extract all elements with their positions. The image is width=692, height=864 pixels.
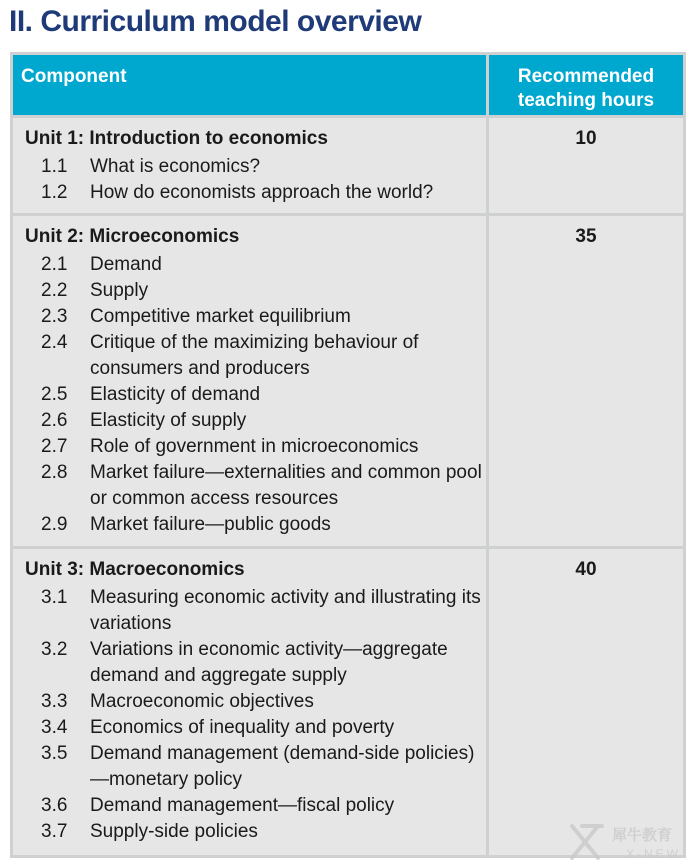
list-item	[13, 585, 486, 637]
item-number: 2.3	[41, 306, 68, 327]
list-item	[13, 637, 486, 689]
item-text: How do economists approach the world?	[90, 182, 434, 203]
item-text: Supply-side policies	[90, 821, 258, 842]
item-text: Measuring economic activity and illustrating its variations	[90, 587, 481, 634]
item-text: Macroeconomic objectives	[90, 691, 314, 712]
list-item	[13, 382, 486, 408]
item-number: 2.5	[41, 384, 68, 405]
list-item	[13, 434, 486, 460]
x-mark-icon	[572, 826, 602, 858]
item-number: 2.6	[41, 410, 68, 431]
item-number: 3.4	[41, 717, 68, 738]
list-item	[13, 715, 486, 741]
watermark-logo	[568, 820, 692, 864]
item-text: Elasticity of demand	[90, 384, 261, 405]
item-text: Competitive market equilibrium	[90, 306, 351, 327]
item-number: 2.7	[41, 436, 68, 457]
unit-item-list	[13, 252, 486, 538]
item-text: Demand	[90, 254, 162, 275]
item-number: 2.4	[41, 332, 68, 353]
item-number: 3.1	[41, 587, 68, 608]
unit-2-component-cell	[13, 216, 486, 546]
item-text: Demand management—fiscal policy	[90, 795, 395, 816]
watermark-subtext: X-NEW	[626, 847, 681, 861]
list-item	[13, 689, 486, 715]
item-text: Market failure—externalities and common pool or common access resources	[90, 462, 482, 509]
unit-item-list	[13, 154, 486, 206]
unit-3-component-cell	[13, 549, 486, 855]
curriculum-table	[10, 52, 686, 858]
item-text: Elasticity of supply	[90, 410, 247, 431]
item-text: Demand management (demand-side policies)—monetary policy	[90, 743, 475, 790]
header-hours-line1: Recommended	[517, 66, 655, 87]
header-component	[13, 55, 486, 115]
unit-hours: 35	[575, 226, 597, 247]
list-item	[13, 741, 486, 793]
header-hours-line2: teaching hours	[517, 90, 655, 111]
list-item	[13, 408, 486, 434]
unit-title: Unit 1: Introduction to economics	[25, 128, 328, 149]
item-number: 2.1	[41, 254, 68, 275]
item-number: 2.2	[41, 280, 68, 301]
list-item	[13, 793, 486, 819]
item-number: 1.2	[41, 182, 68, 203]
item-text: Role of government in microeconomics	[90, 436, 419, 457]
item-number: 3.6	[41, 795, 68, 816]
page-title: II. Curriculum model overview	[9, 5, 422, 38]
item-number: 1.1	[41, 156, 68, 177]
list-item	[13, 512, 486, 538]
list-item	[13, 154, 486, 180]
unit-title: Unit 3: Macroeconomics	[25, 559, 245, 580]
list-item	[13, 304, 486, 330]
list-item	[13, 460, 486, 512]
item-text: Economics of inequality and poverty	[90, 717, 395, 738]
item-number: 2.9	[41, 514, 68, 535]
unit-hours: 40	[575, 559, 597, 580]
watermark-text: 犀牛教育	[612, 826, 673, 844]
list-item	[13, 180, 486, 206]
unit-1-hours-cell	[489, 118, 683, 213]
unit-2-hours-cell	[489, 216, 683, 546]
item-text: Critique of the maximizing behaviour of consumers and producers	[90, 332, 419, 379]
list-item	[13, 278, 486, 304]
list-item	[13, 252, 486, 278]
unit-hours: 10	[575, 128, 597, 149]
item-text: Market failure—public goods	[90, 514, 331, 535]
item-text: Supply	[90, 280, 149, 301]
list-item	[13, 330, 486, 382]
item-number: 3.2	[41, 639, 68, 660]
header-hours-label	[489, 55, 683, 113]
item-number: 2.8	[41, 462, 68, 483]
item-number: 3.7	[41, 821, 68, 842]
unit-1-component-cell	[13, 118, 486, 213]
unit-3-hours-cell	[489, 549, 683, 855]
header-hours	[489, 55, 683, 115]
unit-item-list	[13, 585, 486, 845]
header-component-label: Component	[21, 66, 127, 87]
unit-title: Unit 2: Microeconomics	[25, 226, 240, 247]
item-text: Variations in economic activity—aggregate demand and aggregate supply	[90, 639, 448, 686]
item-number: 3.5	[41, 743, 68, 764]
item-text: What is economics?	[90, 156, 261, 177]
item-number: 3.3	[41, 691, 68, 712]
list-item	[13, 819, 486, 845]
